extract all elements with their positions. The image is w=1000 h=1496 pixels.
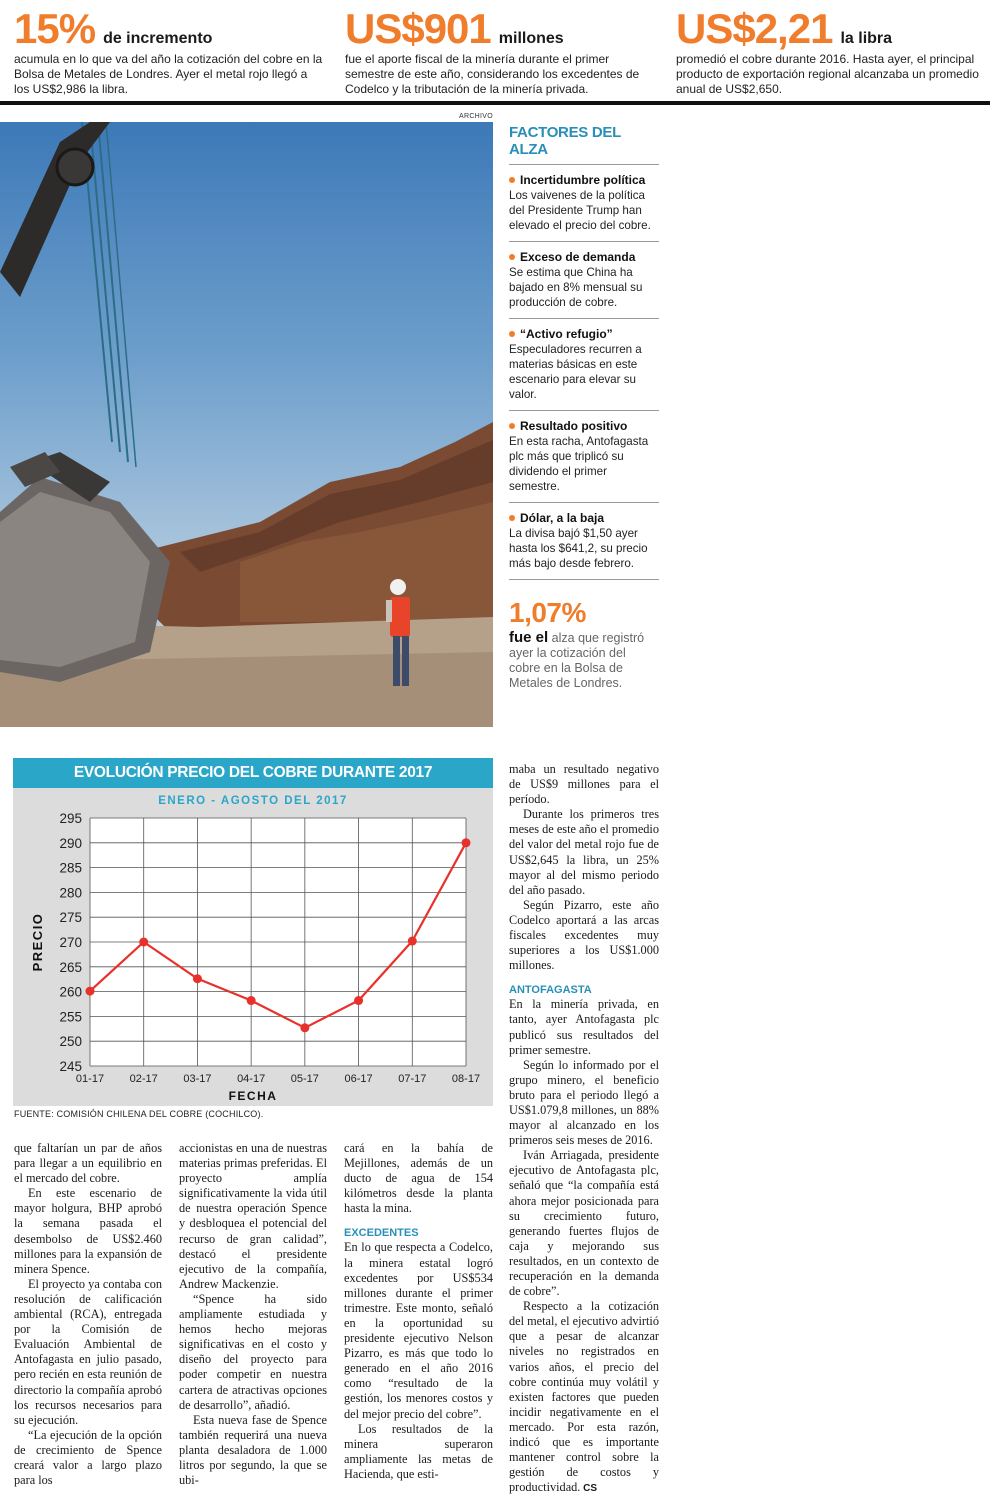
y-axis-label: PRECIO: [30, 912, 45, 972]
article-paragraph: maba un resultado negativo de US$9 millones para el período.: [509, 762, 659, 807]
x-tick-label: 01-17: [75, 1073, 105, 1085]
article-paragraph: El proyecto ya contaba con resolución de calificación ambiental (RCA), entregada por la Comisión de Evaluación Ambiental de Antofagasta en julio pasado, pero recién en esta reunión de directorio la compañía aprobó los recursos necesarios para su ejecución.: [14, 1276, 162, 1427]
article-paragraph: En lo que respecta a Codelco, la minera estatal logró excedentes por US$534 millones durante el primer trimestre. Este monto, señaló en la oportunidad su presidente ejecutivo Nelson Pizarro, es más que todo lo generado en el año 2016 como “resultado de la gestión, los menores costos y del mejor precio del cobre”.: [344, 1240, 493, 1421]
data-point: [462, 838, 471, 847]
x-tick-label: 03-17: [183, 1073, 212, 1085]
article-column-2: [179, 1141, 327, 1488]
chart-subtitle: ENERO - AGOSTO DEL 2017: [158, 795, 348, 807]
y-tick-label: 295: [59, 811, 82, 826]
top-divider: [0, 101, 990, 105]
x-tick-label: 05-17: [290, 1073, 319, 1085]
stat-value: US$2,21: [676, 5, 833, 52]
factor-title: “Activo refugio”: [520, 327, 613, 341]
y-tick-label: 275: [59, 910, 82, 926]
y-tick-label: 260: [59, 984, 82, 1000]
stat-unit: la libra: [840, 30, 893, 47]
article-paragraph: accionistas en una de nuestras materias primas preferidas. El proyecto amplía significativamente la vida útil de nuestra operación Spence y desbloquea el potencial del recurso de gran calidad”, destacó el presidente ejecutivo de la compañía, Andrew Mackenzie.: [179, 1141, 327, 1291]
article-paragraph: Los resultados de la minera superaron ampliamente las metas de Hacienda, que esti-: [344, 1421, 493, 1481]
data-point: [86, 987, 95, 996]
y-tick-label: 290: [59, 835, 82, 851]
photo-credit: ARCHIVO: [459, 113, 493, 120]
stat-block-increment: [14, 5, 324, 97]
factor-text: Especuladores recurren a materias básicas en este escenario para elevar su valor.: [509, 343, 642, 401]
highlight-value: 1,07%: [509, 597, 586, 628]
factor-title: Exceso de demanda: [520, 250, 636, 264]
bullet-dot-icon: [509, 254, 515, 260]
mining-photo: [0, 122, 493, 727]
x-tick-label: 04-17: [237, 1073, 266, 1085]
stat-description: acumula en lo que va del año la cotización del cobre en la Bolsa de Metales de Londres. Ayer el metal rojo llegó a los US$2,986 la libra.: [14, 52, 323, 96]
section-heading: EXCEDENTES: [344, 1227, 419, 1240]
factor-title: Dólar, a la baja: [520, 511, 605, 525]
x-tick-label: 07-17: [398, 1073, 427, 1085]
copper-price-chart: [13, 758, 493, 1106]
bullet-dot-icon: [509, 177, 515, 183]
bullet-dot-icon: [509, 331, 515, 337]
factor-text: Los vaivenes de la política del Presidente Trump han elevado el precio del cobre.: [509, 189, 651, 232]
article-paragraph: En este escenario de mayor holgura, BHP aprobó la semana pasada el desembolso de US$2.460 millones para la expansión de minera Spence.: [14, 1186, 162, 1276]
article-paragraph: En la minería privada, en tanto, ayer Antofagasta plc publicó sus resultados del primer semestre.: [509, 997, 659, 1057]
x-tick-label: 02-17: [129, 1073, 158, 1085]
y-tick-label: 250: [59, 1034, 82, 1050]
stat-block-fiscal: [345, 5, 655, 97]
stat-block-average: [676, 5, 986, 97]
factor-title: Resultado positivo: [520, 419, 628, 433]
stat-description: fue el aporte fiscal de la minería durante el primer semestre de este año, considerando los excedentes de Codelco y la tributación de la minería privada.: [345, 52, 640, 96]
data-point: [300, 1023, 309, 1032]
highlight-text: [509, 630, 659, 691]
article-paragraph: Durante los primeros tres meses de este año el promedio del valor del metal rojo fue de US$2,645 la libra, un 25% mayor al del mismo periodo del año pasado.: [509, 807, 659, 897]
article-column-1: [14, 1141, 162, 1488]
sidebar-title: FACTORES DEL ALZA: [509, 124, 659, 165]
article-paragraph: Esta nueva fase de Spence también requerirá una nueva planta desaladora de 1.000 litros por segundo, la que se ubi-: [179, 1412, 327, 1488]
article-paragraph: “La ejecución de la opción de crecimiento de Spence creará valor a largo plazo para los: [14, 1427, 162, 1488]
chart-source: FUENTE: COMISIÓN CHILENA DEL COBRE (COCHILCO).: [14, 1109, 264, 1119]
data-point: [408, 937, 417, 946]
article-paragraph: Según Pizarro, este año Codelco aportará a las arcas fiscales excedentes muy superiores a los US$1.000 millones.: [509, 897, 659, 973]
stat-value: 15%: [14, 5, 96, 52]
article-paragraph: Según lo informado por el grupo minero, el beneficio bruto para el periodo llegó a US$1.079,8 millones, un 88% mayor al alcanzado en los primeros seis meses de 2016.: [509, 1057, 659, 1148]
y-tick-label: 285: [59, 860, 82, 876]
stat-value: US$901: [345, 5, 491, 52]
factor-text: En esta racha, Antofagasta plc más que triplicó su dividendo el primer semestre.: [509, 435, 649, 493]
mining-photo-illustration: [0, 122, 493, 727]
factor-item: [509, 411, 659, 503]
data-point: [139, 938, 148, 947]
factor-item: [509, 319, 659, 411]
data-point: [354, 996, 363, 1005]
factor-item: [509, 503, 659, 580]
bullet-dot-icon: [509, 515, 515, 521]
chart-title: EVOLUCIÓN PRECIO DEL COBRE DURANTE 2017: [13, 758, 493, 788]
highlight-lead: fue el: [509, 629, 549, 646]
factor-title: Incertidumbre política: [520, 173, 646, 187]
y-tick-label: 255: [59, 1009, 82, 1025]
stat-unit: de incremento: [103, 30, 213, 47]
y-tick-label: 270: [59, 935, 82, 950]
section-heading: ANTOFAGASTA: [509, 984, 592, 997]
article-column-4: [509, 762, 659, 1496]
article-column-3: [344, 1141, 493, 1482]
highlight-body: alza que registró ayer la cotización del cobre en la Bolsa de Metales de Londres.: [509, 631, 645, 690]
factor-item: [509, 165, 659, 242]
chart-plot: [13, 788, 493, 1106]
x-tick-label: 08-17: [451, 1073, 481, 1085]
data-point: [193, 974, 202, 983]
stat-description: promedió el cobre durante 2016. Hasta ayer, el principal producto de exportación regional alcanzaba un promedio anual de US$2,650.: [676, 52, 979, 96]
stat-unit: millones: [498, 30, 564, 47]
end-mark: CS: [580, 1483, 598, 1495]
factors-sidebar: [509, 124, 659, 691]
y-tick-label: 280: [59, 885, 82, 901]
article-paragraph: cará en la bahía de Mejillones, además de un ducto de agua de 154 kilómetros desde la planta hasta la mina.: [344, 1141, 493, 1216]
bullet-dot-icon: [509, 423, 515, 429]
article-paragraph: “Spence ha sido ampliamente estudiada y hemos hecho mejoras significativas en el costo y diseño del proyecto para poder competir en nuestra cartera de atractivas opciones de desarrollo”, añadió.: [179, 1291, 327, 1412]
factor-item: [509, 242, 659, 319]
data-point: [247, 996, 256, 1005]
x-tick-label: 06-17: [344, 1073, 373, 1085]
y-tick-label: 265: [59, 959, 82, 975]
factor-text: La divisa bajó $1,50 ayer hasta los $641,2, su precio más bajo desde febrero.: [509, 527, 648, 570]
article-paragraph: Iván Arriagada, presidente ejecutivo de Antofagasta plc, señaló que “la compañía está ahora mejor posicionada para su crecimiento futuro, generando fuertes flujos de caja y mejorando sus resultados, en un contexto de recuperación en la demanda de cobre”.: [509, 1148, 659, 1299]
factor-text: Se estima que China ha bajado en 8% mensual su producción de cobre.: [509, 266, 643, 309]
article-paragraph: Respecto a la cotización del metal, el ejecutivo advirtió que a pesar de alcanzar niveles no registrados en varios años, el precio del cobre continúa muy volátil y existen factores que pueden incidir negativamente en el mercado. Por esta razón, indicó que es importante mantener control sobre la gestión de costos y productividad. CS: [509, 1299, 659, 1495]
y-tick-label: 245: [59, 1059, 82, 1074]
x-axis-label: FECHA: [228, 1089, 278, 1103]
article-paragraph: que faltarían un par de años para llegar a un equilibrio en el mercado del cobre.: [14, 1141, 162, 1186]
